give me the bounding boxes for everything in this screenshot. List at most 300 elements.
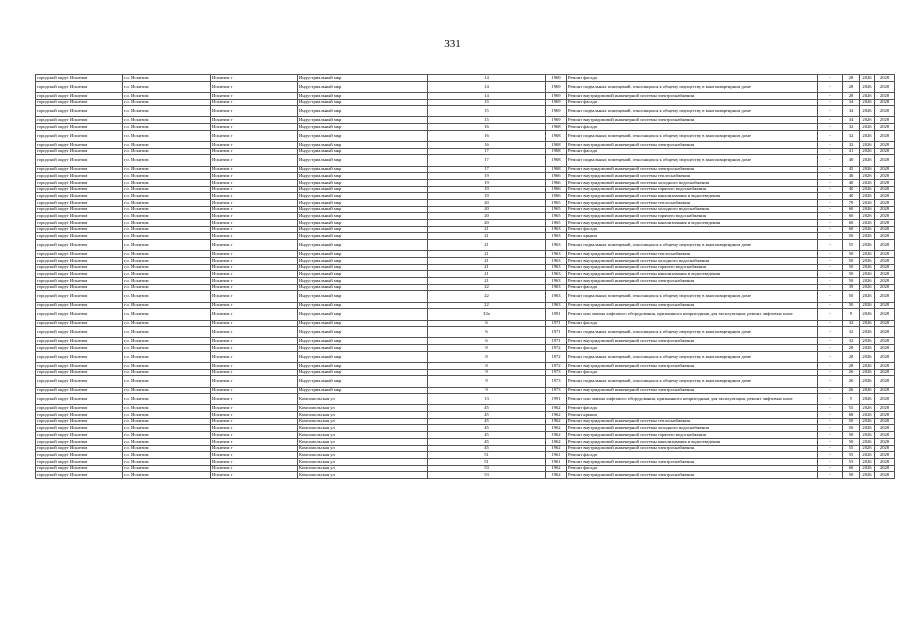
cell-settlement: г.о. Искитим [123,465,211,472]
cell-work-type: Ремонт внутридомовой инженерной системы горячего водоснабжения [567,213,818,220]
cell-street: Индустриальный мкр [298,92,428,99]
cell-blank-mark: - [818,220,843,227]
table-row [36,345,895,352]
cell-work-type: Ремонт подвальных помещений, относящихся к общему имуществу в многоквартирном доме [567,130,818,141]
cell-area: 50 [843,472,860,479]
cell-area: 60 [843,465,860,472]
cell-build-year: 1961 [546,452,567,459]
cell-house-number: 8 [428,351,546,362]
cell-end-year: 2028 [875,432,895,439]
cell-blank-mark: - [818,445,843,452]
cell-locality: Искитим г [211,327,298,338]
cell-start-year: 2026 [860,394,875,405]
cell-end-year: 2028 [875,226,895,233]
cell-build-year: 1963 [546,240,567,251]
cell-settlement: г.о. Искитим [123,418,211,425]
cell-settlement: г.о. Искитим [123,92,211,99]
cell-area: 55 [843,405,860,412]
cell-locality: Искитим г [211,92,298,99]
cell-end-year: 2028 [875,251,895,258]
cell-start-year: 2026 [860,369,875,376]
cell-blank-mark: - [818,394,843,405]
cell-settlement: г.о. Искитим [123,130,211,141]
table-row [36,155,895,166]
cell-build-year: 1968 [546,155,567,166]
cell-municipality: городской округ Искитим [36,320,123,327]
cell-area: 45 [843,166,860,173]
cell-work-type: Ремонт фасада [567,99,818,106]
cell-end-year: 2028 [875,362,895,369]
cell-street: Индустриальный мкр [298,264,428,271]
cell-blank-mark: - [818,258,843,265]
cell-house-number: 8 [428,362,546,369]
cell-start-year: 2026 [860,284,875,291]
cell-municipality: городской округ Искитим [36,99,123,106]
cell-end-year: 2028 [875,376,895,387]
cell-house-number: 9 [428,369,546,376]
cell-settlement: г.о. Искитим [123,472,211,479]
cell-locality: Искитим г [211,278,298,285]
cell-blank-mark: - [818,369,843,376]
cell-municipality: городской округ Искитим [36,418,123,425]
cell-house-number: 21 [428,271,546,278]
cell-build-year: 1969 [546,81,567,92]
cell-locality: Искитим г [211,166,298,173]
cell-house-number: 15 [428,99,546,106]
cell-blank-mark: - [818,271,843,278]
cell-build-year: 1972 [546,351,567,362]
cell-street: Индустриальный мкр [298,220,428,227]
cell-area: 50 [843,425,860,432]
table-row [36,438,895,445]
cell-house-number: 21 [428,226,546,233]
table-row [36,271,895,278]
cell-blank-mark: - [818,99,843,106]
cell-area: 40 [843,155,860,166]
cell-locality: Искитим г [211,362,298,369]
cell-street: Комсомольская ул [298,425,428,432]
cell-house-number: 20 [428,220,546,227]
cell-work-type: Ремонт внутридомовой инженерной системы холодного водоснабжения [567,258,818,265]
cell-start-year: 2026 [860,186,875,193]
cell-blank-mark: - [818,142,843,149]
cell-settlement: г.о. Искитим [123,124,211,131]
cell-locality: Искитим г [211,465,298,472]
cell-house-number: 6 [428,338,546,345]
cell-work-type: Ремонт внутридомовой инженерной системы электроснабжения [567,338,818,345]
cell-blank-mark: - [818,302,843,309]
table-row [36,412,895,419]
cell-work-type: Ремонт внутридомовой инженерной системы электроснабжения [567,458,818,465]
cell-build-year: 1966 [546,173,567,180]
cell-street: Индустриальный мкр [298,173,428,180]
table-row [36,418,895,425]
cell-locality: Искитим г [211,130,298,141]
cell-street: Индустриальный мкр [298,351,428,362]
cell-settlement: г.о. Искитим [123,394,211,405]
cell-start-year: 2026 [860,418,875,425]
cell-start-year: 2026 [860,264,875,271]
cell-settlement: г.о. Искитим [123,142,211,149]
cell-build-year: 1962 [546,425,567,432]
cell-area: 26 [843,376,860,387]
cell-settlement: г.о. Искитим [123,351,211,362]
cell-street: Индустриальный мкр [298,117,428,124]
cell-blank-mark: - [818,351,843,362]
cell-house-number: 20 [428,206,546,213]
table-row [36,124,895,131]
cell-settlement: г.о. Искитим [123,327,211,338]
cell-municipality: городской округ Искитим [36,166,123,173]
cell-start-year: 2026 [860,345,875,352]
cell-start-year: 2026 [860,351,875,362]
cell-house-number: 16 [428,124,546,131]
cell-house-number: 45 [428,412,546,419]
cell-start-year: 2026 [860,200,875,207]
cell-settlement: г.о. Искитим [123,284,211,291]
cell-street: Индустриальный мкр [298,291,428,302]
cell-blank-mark: - [818,284,843,291]
cell-municipality: городской округ Искитим [36,220,123,227]
cell-work-type: Ремонт внутридомовой инженерной системы электроснабжения [567,117,818,124]
cell-end-year: 2028 [875,445,895,452]
cell-work-type: Ремонт внутридомовой инженерной системы электроснабжения [567,472,818,479]
cell-work-type: Ремонт подвальных помещений, относящихся к общему имуществу в многоквартирном доме [567,376,818,387]
cell-street: Индустриальный мкр [298,179,428,186]
cell-house-number: 14 [428,81,546,92]
cell-municipality: городской округ Искитим [36,130,123,141]
cell-municipality: городской округ Искитим [36,75,123,82]
cell-street: Индустриальный мкр [298,148,428,155]
table-row [36,200,895,207]
cell-end-year: 2028 [875,291,895,302]
cell-area: 60 [843,206,860,213]
cell-settlement: г.о. Искитим [123,148,211,155]
cell-street: Индустриальный мкр [298,271,428,278]
cell-build-year: 1973 [546,376,567,387]
cell-blank-mark: - [818,124,843,131]
table-row [36,309,895,320]
cell-street: Комсомольская ул [298,405,428,412]
cell-end-year: 2028 [875,258,895,265]
cell-blank-mark: - [818,81,843,92]
repair-program-table [35,74,895,479]
cell-work-type: Ремонт внутридомовой инженерной системы холодного водоснабжения [567,206,818,213]
cell-municipality: городской округ Искитим [36,327,123,338]
cell-settlement: г.о. Искитим [123,387,211,394]
table-row [36,106,895,117]
cell-build-year: 1972 [546,362,567,369]
cell-street: Индустриальный мкр [298,387,428,394]
cell-house-number: 17 [428,148,546,155]
table-row [36,213,895,220]
cell-locality: Искитим г [211,452,298,459]
cell-house-number: 16 [428,142,546,149]
table-row [36,258,895,265]
cell-locality: Искитим г [211,258,298,265]
cell-work-type: Ремонт внутридомовой инженерной системы электроснабжения [567,302,818,309]
cell-settlement: г.о. Искитим [123,425,211,432]
cell-municipality: городской округ Искитим [36,226,123,233]
cell-municipality: городской округ Искитим [36,142,123,149]
cell-build-year: 1971 [546,320,567,327]
cell-end-year: 2028 [875,166,895,173]
cell-blank-mark: - [818,345,843,352]
cell-house-number: 15 [428,106,546,117]
cell-end-year: 2028 [875,200,895,207]
table-row [36,206,895,213]
cell-start-year: 2026 [860,213,875,220]
cell-locality: Искитим г [211,179,298,186]
table-row [36,387,895,394]
cell-area: 34 [843,99,860,106]
cell-settlement: г.о. Искитим [123,99,211,106]
cell-settlement: г.о. Искитим [123,458,211,465]
cell-settlement: г.о. Искитим [123,173,211,180]
cell-end-year: 2028 [875,193,895,200]
cell-house-number: 53 [428,465,546,472]
cell-blank-mark: - [818,173,843,180]
cell-build-year: 1962 [546,438,567,445]
cell-municipality: городской округ Искитим [36,445,123,452]
cell-street: Комсомольская ул [298,394,428,405]
cell-build-year: 1968 [546,166,567,173]
cell-work-type: Ремонт фасада [567,345,818,352]
cell-work-type: Ремонт внутридомовой инженерной системы канализования и водоотведения [567,271,818,278]
table-row [36,166,895,173]
cell-house-number: 21 [428,233,546,240]
cell-start-year: 2026 [860,362,875,369]
cell-work-type: Ремонт внутридомовой инженерной системы горячего водоснабжения [567,432,818,439]
cell-start-year: 2026 [860,425,875,432]
cell-settlement: г.о. Искитим [123,193,211,200]
cell-locality: Искитим г [211,271,298,278]
cell-build-year: 1969 [546,117,567,124]
cell-settlement: г.о. Искитим [123,338,211,345]
cell-blank-mark: - [818,278,843,285]
cell-start-year: 2026 [860,81,875,92]
cell-locality: Искитим г [211,351,298,362]
table-row [36,394,895,405]
cell-work-type: Ремонт фасада [567,320,818,327]
cell-work-type: Ремонт крыши [567,412,818,419]
cell-build-year: 1973 [546,369,567,376]
cell-street: Индустриальный мкр [298,226,428,233]
cell-street: Индустриальный мкр [298,345,428,352]
cell-build-year: 1963 [546,251,567,258]
cell-municipality: городской округ Искитим [36,271,123,278]
cell-settlement: г.о. Искитим [123,264,211,271]
cell-work-type: Ремонт подвальных помещений, относящихся к общему имуществу в многоквартирном доме [567,155,818,166]
cell-house-number: 21 [428,240,546,251]
cell-start-year: 2026 [860,179,875,186]
cell-area: 68 [843,412,860,419]
cell-area: 32 [843,130,860,141]
cell-settlement: г.о. Искитим [123,412,211,419]
cell-municipality: городской округ Искитим [36,148,123,155]
cell-start-year: 2026 [860,412,875,419]
cell-end-year: 2028 [875,220,895,227]
cell-end-year: 2028 [875,438,895,445]
table-row [36,81,895,92]
cell-house-number: 53 [428,472,546,479]
cell-build-year: 1966 [546,179,567,186]
cell-blank-mark: - [818,186,843,193]
cell-street: Индустриальный мкр [298,369,428,376]
cell-start-year: 2026 [860,206,875,213]
cell-blank-mark: - [818,452,843,459]
cell-area: 50 [843,258,860,265]
cell-blank-mark: - [818,264,843,271]
cell-blank-mark: - [818,432,843,439]
cell-start-year: 2026 [860,338,875,345]
cell-blank-mark: - [818,405,843,412]
cell-build-year: 1962 [546,418,567,425]
cell-municipality: городской округ Искитим [36,458,123,465]
cell-house-number: 9 [428,376,546,387]
cell-street: Индустриальный мкр [298,362,428,369]
cell-end-year: 2028 [875,425,895,432]
cell-locality: Искитим г [211,200,298,207]
table-row [36,264,895,271]
cell-area: 28 [843,345,860,352]
cell-build-year: 1962 [546,432,567,439]
cell-area: 28 [843,362,860,369]
cell-street: Комсомольская ул [298,452,428,459]
cell-work-type: Ремонт фасада [567,465,818,472]
cell-street: Индустриальный мкр [298,251,428,258]
cell-start-year: 2026 [860,148,875,155]
cell-settlement: г.о. Искитим [123,106,211,117]
cell-work-type: Ремонт подвальных помещений, относящихся к общему имуществу в многоквартирном доме [567,106,818,117]
cell-end-year: 2028 [875,92,895,99]
cell-municipality: городской округ Искитим [36,155,123,166]
cell-street: Индустриальный мкр [298,155,428,166]
cell-area: 55 [843,452,860,459]
cell-area: 9 [843,309,860,320]
cell-area: 26 [843,369,860,376]
cell-locality: Искитим г [211,432,298,439]
cell-street: Индустриальный мкр [298,320,428,327]
cell-area: 60 [843,226,860,233]
cell-blank-mark: - [818,166,843,173]
cell-locality: Искитим г [211,117,298,124]
cell-street: Индустриальный мкр [298,278,428,285]
cell-blank-mark: - [818,200,843,207]
cell-work-type: Ремонт подвальных помещений, относящихся к общему имуществу в многоквартирном доме [567,291,818,302]
cell-house-number: 45 [428,445,546,452]
cell-end-year: 2028 [875,213,895,220]
table-row [36,405,895,412]
cell-start-year: 2026 [860,472,875,479]
cell-end-year: 2028 [875,320,895,327]
cell-end-year: 2028 [875,264,895,271]
cell-work-type: Ремонт подвальных помещений, относящихся к общему имуществу в многоквартирном доме [567,327,818,338]
cell-municipality: городской округ Искитим [36,179,123,186]
cell-blank-mark: - [818,148,843,155]
cell-area: 40 [843,193,860,200]
cell-municipality: городской округ Искитим [36,278,123,285]
table-row [36,148,895,155]
cell-end-year: 2028 [875,240,895,251]
cell-work-type: Ремонт подвальных помещений, относящихся к общему имуществу в многоквартирном доме [567,81,818,92]
cell-work-type: Ремонт или замена лифтового оборудования, признанного непригодным для эксплуатации, ремонт лифтовых шахт [567,394,818,405]
cell-settlement: г.о. Искитим [123,309,211,320]
cell-house-number: 21 [428,258,546,265]
cell-blank-mark: - [818,327,843,338]
cell-street: Индустриальный мкр [298,193,428,200]
page-number: 331 [444,38,461,50]
cell-build-year: 1963 [546,278,567,285]
cell-house-number: 17 [428,155,546,166]
cell-start-year: 2026 [860,155,875,166]
cell-locality: Искитим г [211,240,298,251]
cell-build-year: 1962 [546,412,567,419]
cell-build-year: 1962 [546,472,567,479]
cell-end-year: 2028 [875,458,895,465]
cell-house-number: 45 [428,405,546,412]
cell-start-year: 2026 [860,432,875,439]
cell-end-year: 2028 [875,148,895,155]
cell-start-year: 2026 [860,258,875,265]
cell-build-year: 1963 [546,226,567,233]
cell-start-year: 2026 [860,166,875,173]
cell-house-number: 19 [428,173,546,180]
table-row [36,291,895,302]
table-row [36,220,895,227]
table-row [36,92,895,99]
table-row [36,452,895,459]
cell-area: 50 [843,302,860,309]
cell-start-year: 2026 [860,130,875,141]
cell-locality: Искитим г [211,302,298,309]
cell-area: 40 [843,173,860,180]
cell-locality: Искитим г [211,81,298,92]
table-row [36,130,895,141]
cell-work-type: Ремонт внутридомовой инженерной системы электроснабжения [567,362,818,369]
table-row [36,327,895,338]
cell-municipality: городской округ Искитим [36,387,123,394]
cell-work-type: Ремонт фасада [567,124,818,131]
cell-settlement: г.о. Искитим [123,166,211,173]
cell-build-year: 1961 [546,458,567,465]
cell-blank-mark: - [818,338,843,345]
cell-area: 34 [843,106,860,117]
cell-build-year: 1966 [546,186,567,193]
cell-blank-mark: - [818,106,843,117]
cell-blank-mark: - [818,309,843,320]
cell-settlement: г.о. Искитим [123,345,211,352]
cell-area: 34 [843,117,860,124]
cell-work-type: Ремонт внутридомовой инженерной системы электроснабжения [567,142,818,149]
cell-house-number: 22 [428,302,546,309]
cell-build-year: 1962 [546,445,567,452]
cell-locality: Искитим г [211,291,298,302]
cell-start-year: 2026 [860,220,875,227]
cell-build-year: 1965 [546,213,567,220]
cell-settlement: г.о. Искитим [123,186,211,193]
table-row [36,465,895,472]
cell-work-type: Ремонт внутридомовой инженерной системы теплоснабжения [567,200,818,207]
cell-locality: Искитим г [211,418,298,425]
cell-work-type: Ремонт внутридомовой инженерной системы электроснабжения [567,166,818,173]
cell-end-year: 2028 [875,186,895,193]
cell-house-number: 21 [428,251,546,258]
table-row [36,179,895,186]
cell-area: 55 [843,458,860,465]
cell-municipality: городской округ Искитим [36,124,123,131]
cell-work-type: Ремонт внутридомовой инженерной системы теплоснабжения [567,173,818,180]
